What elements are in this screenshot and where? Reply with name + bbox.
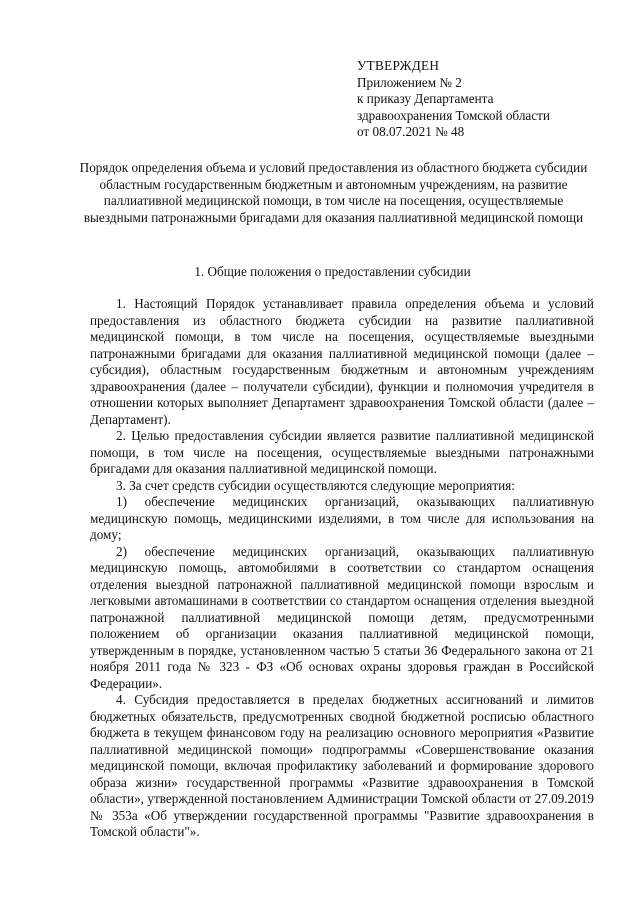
paragraph: 1. Настоящий Порядок устанавливает правила определения объема и условий предоставления из областного бюджета субсидии на развитие паллиативной медицинской помощи, в том числе на посещения, осуществляемые выездными патронажными бригадами для оказания паллиативной медицинской помощи (далее – субсидия), областным государственным бюджетным и автономным учреждениям здравоохранения (далее – получатели субсидии), функции и полномочия учредителя в отношении которых выполняет Департамент здравоохранения Томской области (далее – Департамент). [90, 296, 594, 427]
list-item: 1) обеспечение медицинских организаций, оказывающих паллиативную медицинскую помощь, медицинскими изделиями, в том числе для использования на дому; [90, 494, 594, 542]
approval-heading: УТВЕРЖДЕН [357, 58, 440, 73]
approval-line: Приложением № 2 [357, 74, 462, 90]
list-item: 2) обеспечение медицинских организаций, оказывающих паллиативную медицинскую помощь, автомобилями в соответствии со стандартом оснащения отделения выездной патронажной паллиативной медицинской помощи взрослым и легковыми автомашинами в соответствии со стандартом оснащения отделения выездной патронажной паллиативной медицинской помощи детям, предусмотренными положением об организации оказания паллиативной медицинской помощи, утвержденным в порядке, установленном частью 5 статьи 36 Федерального закона от 21 ноября 2011 года № 323 - ФЗ «Об основах охраны здоровья граждан в Российской Федерации». [90, 543, 594, 691]
approval-line: к приказу Департамента [357, 91, 494, 107]
approval-stamp [357, 58, 550, 141]
paragraph: 4. Субсидия предоставляется в пределах бюджетных ассигнований и лимитов бюджетных обязательств, предусмотренных сводной бюджетной росписью областного бюджета в текущем финансовом году на реализацию основного мероприятия «Развитие паллиативной медицинской помощи» подпрограммы «Совершенствование оказания медицинской помощи, включая профилактику заболеваний и формирование здорового образа жизни» государственной программы «Развитие здравоохранения в Томской области», утвержденной постановлением Администрации Томской области от 27.09.2019 № 353а «Об утверждении государственной программы "Развитие здравоохранения в Томской области"». [90, 692, 594, 839]
document-title: Порядок определения объема и условий предоставления из областного бюджета субсидии областным государственным бюджетным и автономным учреждениям, на развитие паллиативной медицинской помощи, в том числе на посещения, осуществляемые выездными патронажными бригадами для оказания паллиативной медицинской помощи [79, 160, 588, 225]
section-heading: 1. Общие положения о предоставлении субсидии [194, 264, 471, 279]
approval-line: здравоохранения Томской области [357, 107, 550, 123]
approval-date-number: от 08.07.2021 № 48 [357, 124, 465, 140]
paragraph: 3. За счет средств субсидии осуществляются следующие мероприятия: [116, 477, 515, 493]
paragraph: 2. Целью предоставления субсидии является развитие паллиативной медицинской помощи, в том числе на посещения, осуществляемые выездными патронажными бригадами для оказания паллиативной медицинской помощи. [90, 428, 594, 476]
document-body [90, 296, 594, 841]
